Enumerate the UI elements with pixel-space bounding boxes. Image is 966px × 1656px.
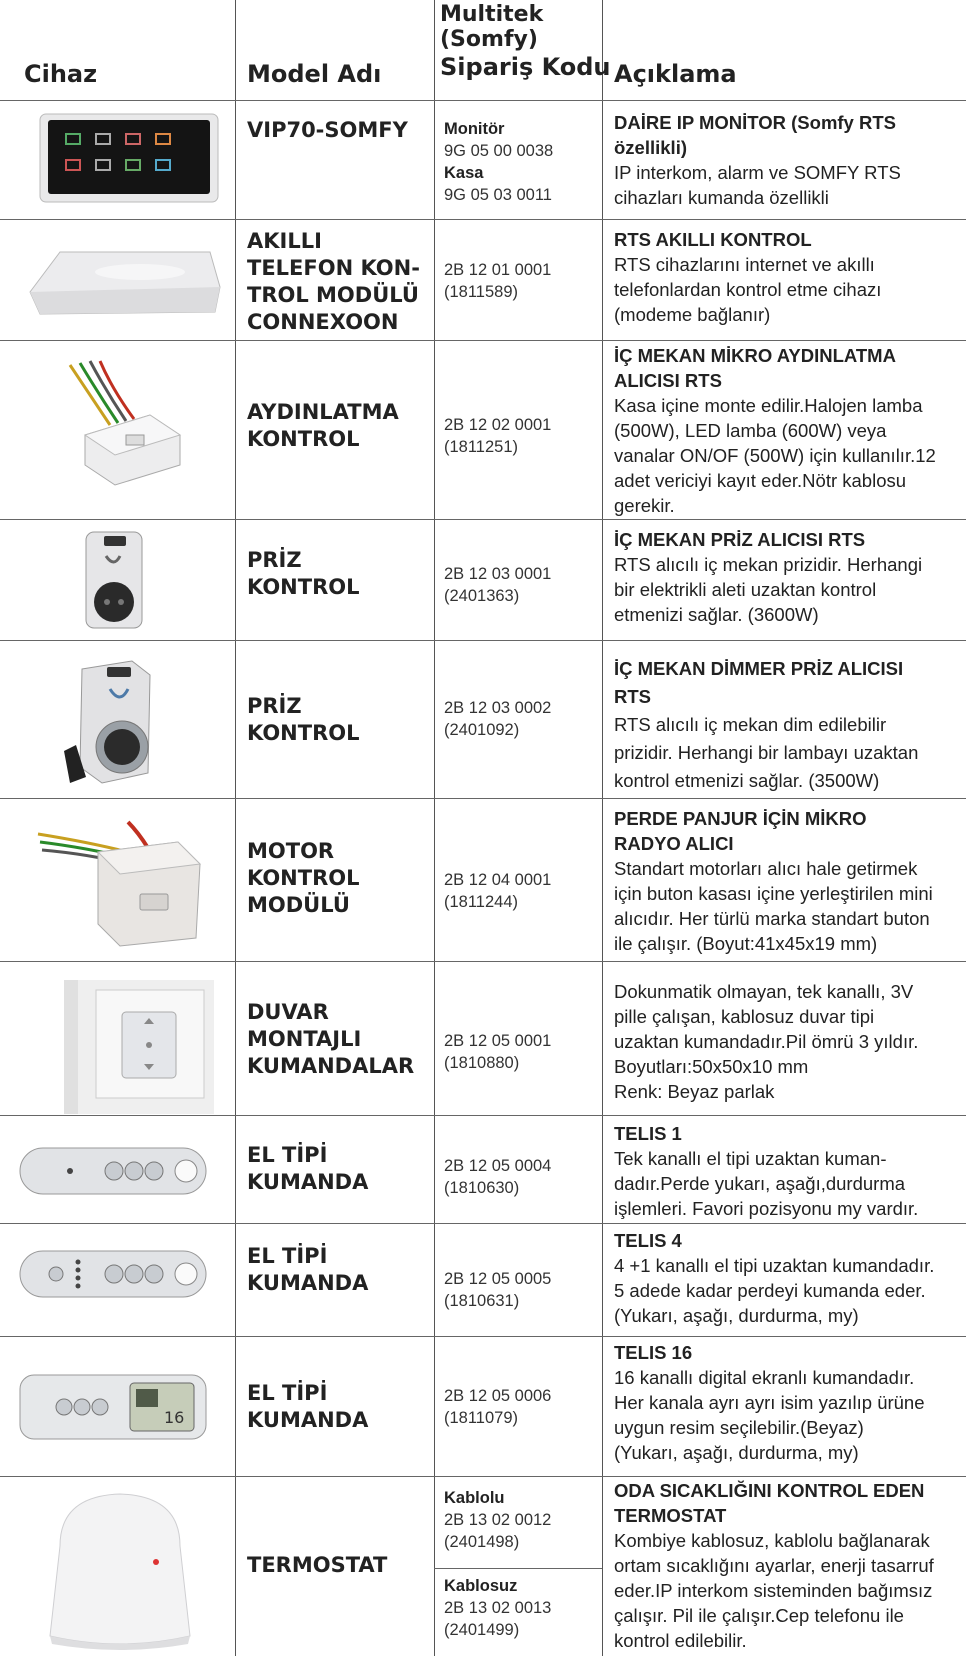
- desc-line: 5 adede kadar perdeyi kumanda eder.: [614, 1280, 926, 1301]
- model-line: KONTROL: [247, 427, 360, 451]
- code-label: Kasa: [444, 164, 484, 182]
- header-order-line1: Multitek: [440, 2, 544, 27]
- desc-line: telefonlardan kontrol etme cihazı: [614, 279, 882, 300]
- desc-line: IP interkom, alarm ve SOMFY RTS: [614, 162, 901, 183]
- wall-switch-icon: [64, 980, 214, 1114]
- model-line: CONNEXOON: [247, 310, 399, 334]
- code-value: (1810631): [444, 1292, 520, 1310]
- col-divider-2: [434, 0, 435, 1656]
- code-value: (1810880): [444, 1054, 520, 1072]
- desc-line: etmenizi sağlar. (3600W): [614, 604, 819, 625]
- desc-line: (Yukarı, aşağı, durdurma, my): [614, 1442, 859, 1463]
- model-line: KONTROL: [247, 575, 360, 599]
- row-divider: [0, 1476, 966, 1477]
- desc-line: Kasa içine monte edilir.Halojen lamba: [614, 395, 923, 416]
- desc-line: (500W), LED lamba (600W) veya: [614, 420, 887, 441]
- header-order-line2: (Somfy): [440, 27, 538, 52]
- code-value: 2B 12 05 0006: [444, 1387, 552, 1405]
- desc-line: ortam sıcaklığını ayarlar, enerji tasarruf: [614, 1555, 934, 1576]
- svg-text:16: 16: [164, 1408, 185, 1427]
- dimmer-plug-icon: [62, 655, 172, 790]
- code-value: 2B 12 05 0005: [444, 1270, 552, 1288]
- header-order-code: [440, 2, 611, 82]
- code-value: 2B 12 05 0004: [444, 1157, 552, 1175]
- code-value: 2B 13 02 0012: [444, 1511, 552, 1529]
- code-value: 2B 12 04 0001: [444, 871, 552, 889]
- desc-line: 4 +1 kanallı el tipi uzaktan kumandadır.: [614, 1255, 935, 1276]
- desc-title: RADYO ALICI: [614, 833, 734, 854]
- order-code: [444, 1487, 551, 1553]
- desc-line: Her kanala ayrı ayrı isim yazılıp ürüne: [614, 1392, 925, 1413]
- description: [614, 227, 881, 327]
- model-line: MODÜLÜ: [247, 893, 350, 917]
- model-line: VIP70-SOMFY: [247, 118, 408, 142]
- code-value: (1811079): [444, 1409, 519, 1427]
- desc-title: TELIS 4: [614, 1230, 682, 1251]
- description: [614, 806, 933, 956]
- code-value: (1810630): [444, 1179, 520, 1197]
- code-value: (2401498): [444, 1533, 520, 1551]
- code-label: Kablosuz: [444, 1577, 518, 1595]
- desc-title: PERDE PANJUR İÇİN MİKRO: [614, 808, 867, 829]
- code-value: 2B 12 05 0001: [444, 1032, 552, 1050]
- code-value: (1811589): [444, 283, 519, 301]
- desc-line: çalışır. Pil ile çalışır.Cep telefonu ile: [614, 1605, 904, 1626]
- model-line: TELEFON KON-: [247, 256, 420, 280]
- code-value: 9G 05 00 0038: [444, 142, 554, 160]
- model-name: [247, 1243, 368, 1297]
- desc-title: özellikli): [614, 137, 687, 158]
- order-code: [444, 1030, 551, 1074]
- code-value: 2B 12 02 0001: [444, 416, 552, 434]
- code-value: 2B 12 03 0001: [444, 565, 552, 583]
- col-divider-1: [235, 0, 236, 1656]
- desc-line: alıcıdır. Her türlü marka standart buton: [614, 908, 930, 929]
- code-value: 2B 13 02 0013: [444, 1599, 552, 1617]
- header-order-line3: Sipariş Kodu: [440, 53, 611, 81]
- desc-line: Standart motorları alıcı hale getirmek: [614, 858, 918, 879]
- col-divider-3: [602, 0, 603, 1656]
- desc-line: adet vericiyi kayıt eder.Nötr kablosu: [614, 470, 907, 491]
- desc-line: dadır.Perde yukarı, aşağı,durdurma: [614, 1173, 906, 1194]
- model-line: EL TİPİ: [247, 1143, 328, 1167]
- model-line: KUMANDALAR: [247, 1054, 415, 1078]
- model-line: KUMANDA: [247, 1271, 369, 1295]
- row-divider: [0, 1223, 966, 1224]
- header-model: Model Adı: [247, 60, 382, 88]
- thermostat-icon: [40, 1486, 200, 1651]
- desc-title: ALICISI RTS: [614, 370, 722, 391]
- description: [614, 110, 901, 210]
- code-label: Kablolu: [444, 1489, 505, 1507]
- desc-title: TERMOSTAT: [614, 1505, 727, 1526]
- desc-line: RTS alıcılı iç mekan dim edilebilir: [614, 714, 887, 735]
- model-name: [247, 1142, 368, 1196]
- remote-telis16-icon: [18, 1367, 208, 1447]
- desc-line: Boyutları:50x50x10 mm: [614, 1056, 809, 1077]
- order-code: [444, 1155, 551, 1199]
- plug-socket-icon: [80, 528, 150, 633]
- code-value: (2401499): [444, 1621, 520, 1639]
- description: [614, 655, 918, 795]
- model-name: [247, 1552, 387, 1579]
- desc-line: Renk: Beyaz parlak: [614, 1081, 775, 1102]
- model-line: EL TİPİ: [247, 1244, 328, 1268]
- model-line: AYDINLATMA: [247, 400, 399, 424]
- model-name: [247, 228, 420, 336]
- model-name: [247, 999, 414, 1080]
- desc-line: (modeme bağlanır): [614, 304, 771, 325]
- desc-line: eder.IP interkom sisteminden bağımsız: [614, 1580, 933, 1601]
- desc-title: İÇ MEKAN DİMMER PRİZ ALICISI: [614, 658, 904, 679]
- description: [614, 1121, 918, 1221]
- description: [614, 527, 922, 627]
- order-code: [444, 259, 551, 303]
- model-line: KUMANDA: [247, 1408, 369, 1432]
- row-divider: [0, 219, 966, 220]
- code-value: (2401092): [444, 721, 520, 739]
- desc-line: RTS alıcılı iç mekan prizidir. Herhangi: [614, 554, 923, 575]
- desc-title: DAİRE IP MONİTOR (Somfy RTS: [614, 112, 896, 133]
- order-code: [444, 697, 551, 741]
- desc-line: RTS cihazlarını internet ve akıllı: [614, 254, 875, 275]
- model-name: [247, 117, 408, 144]
- desc-line: uzaktan kumandadır.Pil ömrü 3 yıldır.: [614, 1031, 919, 1052]
- description: [614, 979, 918, 1104]
- description: [614, 1340, 925, 1465]
- desc-line: kontrol etmenizi sağlar. (3500W): [614, 770, 880, 791]
- model-line: PRİZ: [247, 548, 302, 572]
- desc-line: uygun resim seçilebilir.(Beyaz): [614, 1417, 864, 1438]
- code-value: 9G 05 03 0011: [444, 186, 552, 204]
- thermostat-code-divider: [434, 1568, 602, 1569]
- model-line: TROL MODÜLÜ: [247, 283, 419, 307]
- desc-line: işlemleri. Favori pozisyonu my vardır.: [614, 1198, 919, 1219]
- desc-title: TELIS 16: [614, 1342, 693, 1363]
- remote-telis4-icon: [18, 1243, 208, 1305]
- connexoon-box-icon: [20, 232, 225, 332]
- row-divider: [0, 798, 966, 799]
- order-code: [444, 1385, 551, 1429]
- desc-line: vanalar ON/OF (500W) için kullanılır.12: [614, 445, 936, 466]
- desc-title: ODA SICAKLIĞINI KONTROL EDEN: [614, 1480, 925, 1501]
- model-line: KONTROL: [247, 721, 360, 745]
- desc-line: gerekir.: [614, 495, 675, 516]
- row-divider: [0, 1115, 966, 1116]
- desc-line: kontrol edilebilir.: [614, 1630, 747, 1651]
- desc-line: Kombiye kablosuz, kablolu bağlanarak: [614, 1530, 930, 1551]
- code-value: 2B 12 03 0002: [444, 699, 552, 717]
- model-line: MOTOR: [247, 839, 335, 863]
- row-divider: [0, 100, 966, 101]
- row-divider: [0, 961, 966, 962]
- desc-title: İÇ MEKAN MİKRO AYDINLATMA: [614, 345, 896, 366]
- model-line: AKILLI: [247, 229, 322, 253]
- model-line: KONTROL: [247, 866, 360, 890]
- code-value: (2401363): [444, 587, 520, 605]
- desc-line: (Yukarı, aşağı, durdurma, my): [614, 1305, 859, 1326]
- model-name: [247, 693, 360, 747]
- model-line: MONTAJLI: [247, 1027, 362, 1051]
- desc-line: cihazları kumanda özellikli: [614, 187, 829, 208]
- desc-line: bir elektrikli aleti uzaktan kontrol: [614, 579, 877, 600]
- remote-telis1-icon: [18, 1140, 208, 1202]
- desc-title: RTS AKILLI KONTROL: [614, 229, 812, 250]
- desc-title: TELIS 1: [614, 1123, 682, 1144]
- order-code: [444, 1575, 551, 1641]
- model-line: PRİZ: [247, 694, 302, 718]
- row-divider: [0, 340, 966, 341]
- model-name: [247, 399, 399, 453]
- model-name: [247, 1380, 368, 1434]
- model-line: EL TİPİ: [247, 1381, 328, 1405]
- desc-line: için buton kasası içine yerleştirilen mini: [614, 883, 933, 904]
- order-code: [444, 414, 551, 458]
- code-value: (1811251): [444, 438, 519, 456]
- code-value: (1811244): [444, 893, 519, 911]
- row-divider: [0, 640, 966, 641]
- desc-line: Dokunmatik olmayan, tek kanallı, 3V: [614, 981, 914, 1002]
- desc-line: prizidir. Herhangi bir lambayı uzaktan: [614, 742, 919, 763]
- desc-line: ile çalışır. (Boyut:41x45x19 mm): [614, 933, 878, 954]
- desc-title: İÇ MEKAN PRİZ ALICISI RTS: [614, 529, 866, 550]
- micro-receiver-icon: [40, 355, 210, 505]
- desc-line: 16 kanallı digital ekranlı kumandadır.: [614, 1367, 915, 1388]
- header-device: Cihaz: [24, 60, 98, 88]
- model-line: KUMANDA: [247, 1170, 369, 1194]
- ip-monitor-icon: [36, 108, 222, 208]
- model-name: [247, 838, 360, 919]
- order-code: [444, 1268, 551, 1312]
- motor-module-icon: [28, 812, 208, 952]
- order-code: [444, 118, 553, 206]
- row-divider: [0, 1336, 966, 1337]
- row-divider: [0, 519, 966, 520]
- desc-line: pille çalışan, kablosuz duvar tipi: [614, 1006, 875, 1027]
- model-name: [247, 547, 360, 601]
- description: [614, 343, 936, 518]
- code-value: 2B 12 01 0001: [444, 261, 552, 279]
- desc-title: RTS: [614, 686, 651, 707]
- desc-line: Tek kanallı el tipi uzaktan kuman-: [614, 1148, 887, 1169]
- header-description: Açıklama: [614, 60, 737, 88]
- model-line: TERMOSTAT: [247, 1553, 388, 1577]
- description: [614, 1228, 934, 1328]
- order-code: [444, 869, 551, 913]
- code-label: Monitör: [444, 120, 505, 138]
- order-code: [444, 563, 551, 607]
- description: [614, 1478, 934, 1653]
- model-line: DUVAR: [247, 1000, 329, 1024]
